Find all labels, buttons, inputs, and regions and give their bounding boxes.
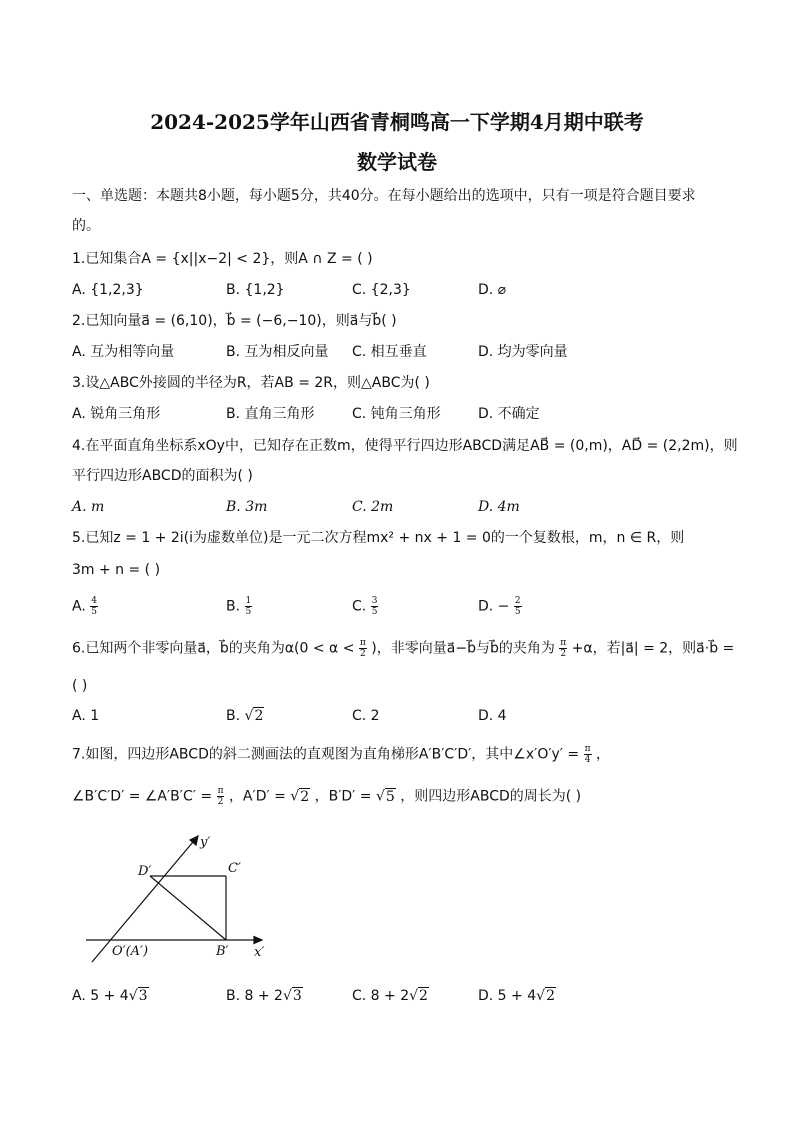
q7-option-d — [478, 986, 556, 1006]
q6-stem-part-a: 6.已知两个非零向量a⃗，b⃗的夹角为α(0 < α < — [72, 640, 355, 657]
exam-subtitle: 数学试卷 — [357, 150, 437, 174]
q7-option-a — [72, 986, 149, 1006]
fraction-numerator: 2 — [514, 596, 521, 606]
q5-option-c-label: C. — [352, 598, 367, 615]
fraction-denominator: 5 — [371, 607, 378, 617]
q6-angle-fraction — [359, 638, 367, 659]
q6-stem-part-b: )，非零向量a⃗−b⃗与b⃗的夹角为 — [371, 640, 555, 657]
q3-option-c: C. 钝角三角形 — [352, 406, 441, 422]
q1-option-c: C. {2,3} — [352, 282, 411, 298]
sqrt-symbol: √2 — [244, 708, 264, 724]
label-y-prime: y′ — [200, 835, 211, 850]
fraction-numerator: π — [584, 744, 591, 754]
q1-option-a: A. {1,2,3} — [72, 282, 144, 298]
label-origin: O′(A′) — [112, 944, 149, 959]
q5-option-b-label: B. — [226, 598, 241, 615]
q7-stem-part-b4: ，则四边形ABCD的周长为( ) — [400, 788, 582, 805]
label-d-prime: D′ — [138, 864, 152, 879]
q7-stem-part-b1: ∠B′C′D′ = ∠A′B′C′ = — [72, 788, 213, 805]
q5-option-b — [226, 596, 252, 617]
q6-option-b — [226, 706, 264, 726]
q4-stem-line2: 平行四边形ABCD的面积为( ) — [72, 468, 253, 484]
q5-option-a — [72, 596, 98, 617]
q5-option-a-fraction — [90, 596, 98, 617]
section-heading-line2: 的。 — [72, 218, 100, 234]
q6-stem-line2: ( ) — [72, 678, 88, 694]
q2-option-d: D. 均为零向量 — [478, 344, 568, 360]
q7-option-b-label: B. 8 + 2 — [226, 988, 283, 1004]
q4-stem-line1: 4.在平面直角坐标系xOy中，已知存在正数m，使得平行四边形ABCD满足AB⃗ = (0,m)，AD⃗ = (2,2m)，则 — [72, 438, 738, 454]
exam-title: 2024-2025学年山西省青桐鸣高一下学期4月期中联考 — [150, 110, 644, 134]
q7-stem-part-a-end: ， — [596, 746, 610, 763]
q5-option-d-label: D. − — [478, 598, 510, 615]
sqrt-radicand: 2 — [546, 988, 555, 1004]
q7-stem-part-b3: ，B′D′ = — [314, 788, 372, 805]
q7-option-d-label: D. 5 + 4 — [478, 988, 537, 1004]
fraction-numerator: π — [560, 638, 567, 648]
sqrt-radicand: 2 — [254, 708, 264, 724]
q6-stem-line1 — [72, 638, 734, 659]
q2-option-c: C. 相互垂直 — [352, 344, 427, 360]
q6-option-b-label: B. — [226, 708, 241, 724]
q2-stem: 2.已知向量a⃗ = (6,10)，b⃗ = (−6,−10)，则a⃗与b⃗( ) — [72, 313, 397, 329]
q7-stem-part-b2: ，A′D′ = — [228, 788, 286, 805]
fraction-denominator: 5 — [245, 607, 252, 617]
section-heading-line1: 一、单选题：本题共8小题，每小题5分，共40分。在每小题给出的选项中，只有一项是符合题目要求 — [72, 188, 696, 204]
fraction-numerator: π — [359, 638, 366, 648]
q4-option-c: C. 2m — [352, 499, 394, 515]
q6-option-c: C. 2 — [352, 708, 380, 724]
label-b-prime: B′ — [216, 944, 229, 959]
q5-option-d — [478, 596, 522, 617]
q1-option-b: B. {1,2} — [226, 282, 285, 298]
q3-stem: 3.设△ABC外接圆的半径为R，若AB = 2R，则△ABC为( ) — [72, 375, 430, 391]
q1-option-d: D. ⌀ — [478, 282, 507, 298]
fraction-numerator: π — [217, 786, 224, 796]
q7-stem-line1 — [72, 744, 610, 765]
q3-option-a: A. 锐角三角形 — [72, 406, 161, 422]
q7-option-c-label: C. 8 + 2 — [352, 988, 410, 1004]
q7-right-angle-fraction — [217, 786, 225, 807]
q7-trapezoid-figure — [86, 828, 276, 968]
fraction-denominator: 2 — [217, 797, 224, 807]
sqrt-symbol: √2 — [536, 988, 555, 1004]
q4-option-d: D. 4m — [478, 499, 520, 515]
fraction-denominator: 5 — [91, 607, 97, 617]
q7-option-c — [352, 986, 429, 1006]
sqrt-radicand: 2 — [419, 988, 428, 1004]
q6-option-a: A. 1 — [72, 708, 100, 724]
fraction-denominator: 2 — [360, 649, 366, 659]
q5-option-b-fraction — [245, 596, 253, 617]
q2-option-b: B. 互为相反向量 — [226, 344, 329, 360]
q7-stem-part-a: 7.如图，四边形ABCD的斜二测画法的直观图为直角梯形A′B′C′D′，其中∠x′O′y′ = — [72, 746, 580, 763]
q7-stem-line2 — [72, 786, 581, 807]
q4-option-a: A. m — [72, 499, 105, 515]
q5-option-c-fraction — [371, 596, 379, 617]
sqrt-radicand: 2 — [300, 788, 310, 805]
fraction-denominator: 2 — [560, 649, 567, 659]
fraction-numerator: 3 — [371, 596, 378, 606]
q7-angle-fraction — [584, 744, 592, 765]
fraction-denominator: 4 — [584, 755, 591, 765]
q5-option-d-fraction — [514, 596, 522, 617]
q6-option-d: D. 4 — [478, 708, 507, 724]
q5-stem-line2: 3m + n = ( ) — [72, 562, 161, 578]
q5-option-c — [352, 596, 378, 617]
q6-stem-part-c: +α，若|a⃗| = 2，则a⃗·b⃗ = — [571, 640, 735, 657]
sqrt-symbol: √5 — [375, 788, 395, 805]
segment-d-b — [150, 876, 226, 940]
q4-option-b: B. 3m — [226, 499, 268, 515]
label-c-prime: C′ — [228, 861, 241, 876]
fraction-denominator: 5 — [514, 607, 521, 617]
q5-stem-line1: 5.已知z = 1 + 2i(i为虚数单位)是一元二次方程mx² + nx + 1 = 0的一个复数根，m，n ∈ R，则 — [72, 530, 685, 546]
sqrt-symbol: √2 — [409, 988, 428, 1004]
q5-option-a-label: A. — [72, 598, 86, 615]
label-x-prime: x′ — [254, 945, 265, 960]
x-axis-arrow — [254, 937, 262, 944]
sqrt-radicand: 5 — [385, 788, 395, 805]
fraction-numerator: 1 — [245, 596, 252, 606]
q2-option-a: A. 互为相等向量 — [72, 344, 175, 360]
q7-option-a-label: A. 5 + 4 — [72, 988, 129, 1004]
q3-option-d: D. 不确定 — [478, 406, 540, 422]
q7-option-b — [226, 986, 303, 1006]
sqrt-radicand: 3 — [292, 988, 302, 1004]
sqrt-symbol: √3 — [282, 988, 302, 1004]
q1-stem: 1.已知集合A = {x||x−2| < 2}，则A ∩ Z = ( ) — [72, 251, 373, 267]
q6-angle-fraction-2 — [559, 638, 567, 659]
sqrt-symbol: √2 — [290, 788, 310, 805]
sqrt-radicand: 3 — [138, 988, 148, 1004]
sqrt-symbol: √3 — [128, 988, 148, 1004]
q3-option-b: B. 直角三角形 — [226, 406, 315, 422]
fraction-numerator: 4 — [91, 596, 97, 606]
